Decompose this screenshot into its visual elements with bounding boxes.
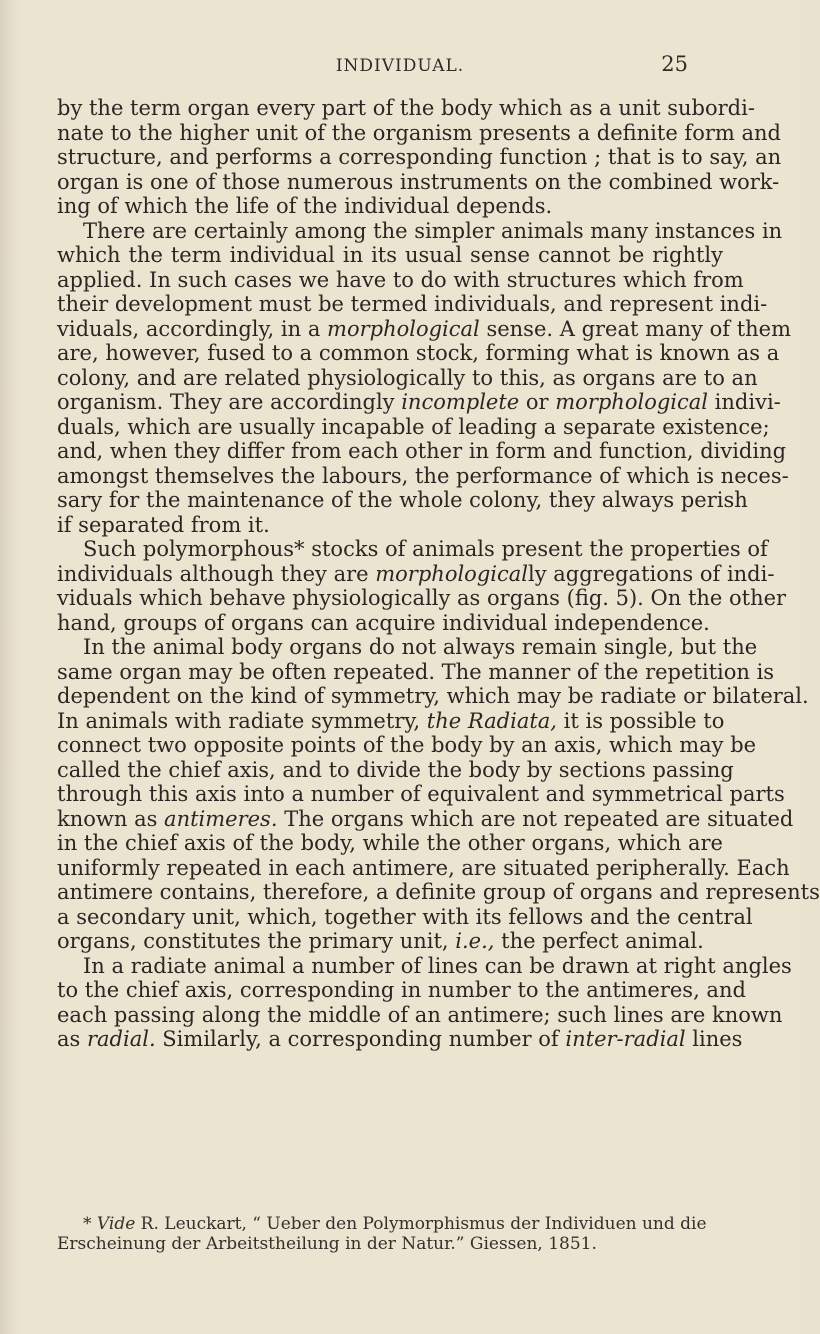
page-number: 25	[661, 52, 688, 76]
body-line: dependent on the kind of symmetry, which may be radiate or bilateral.	[57, 684, 809, 708]
body-line: which the term individual in its usual sense cannot be rightly	[57, 243, 723, 267]
body-text	[57, 96, 820, 1052]
body-line: called the chief axis, and to divide the body by sections passing	[57, 757, 734, 782]
body-line: In a radiate animal a number of lines can be drawn at right angles	[83, 953, 792, 978]
body-line: are, however, fused to a common stock, forming what is known as a	[57, 341, 780, 365]
running-head	[0, 52, 800, 80]
body-line: each passing along the middle of an antimere; such lines are known	[57, 1002, 783, 1027]
body-line: In the animal body organs do not always remain single, but the	[83, 635, 758, 659]
body-line: by the term organ every part of the body which as a unit subordi-	[57, 96, 755, 120]
page-gutter-shadow	[0, 0, 22, 1334]
body-line: in the chief axis of the body, while the other organs, which are	[57, 831, 723, 855]
body-line: organ is one of those numerous instruments on the combined work-	[57, 169, 780, 194]
body-line: duals, which are usually incapable of leading a separate existence;	[57, 414, 770, 439]
body-line: a secondary unit, which, together with its fellows and the central	[57, 904, 753, 929]
body-line: uniformly repeated in each antimere, are situated peripherally. Each	[57, 855, 790, 880]
body-line: amongst themselves the labours, the performance of which is neces-	[57, 463, 789, 488]
body-line: structure, and performs a corresponding function ; that is to say, an	[57, 145, 782, 169]
body-line: nate to the higher unit of the organism presents a definite form and	[57, 120, 781, 145]
running-title: INDIVIDUAL.	[335, 56, 465, 76]
body-line: colony, and are related physiologically to this, as organs are to an	[57, 365, 758, 390]
body-line: to the chief axis, corresponding in number to the antimeres, and	[57, 978, 746, 1002]
body-line: ing of which the life of the individual depends.	[57, 194, 553, 218]
body-line: as radial. Similarly, a corresponding number of inter-radial lines	[57, 1027, 743, 1051]
body-line: hand, groups of organs can acquire individual independence.	[57, 610, 710, 635]
body-line: sary for the maintenance of the whole colony, they always perish	[57, 488, 748, 512]
body-line: viduals which behave physiologically as organs (fig. 5). On the other	[57, 586, 787, 610]
body-line: their development must be termed individuals, and represent indi-	[57, 292, 768, 316]
body-line: and, when they differ from each other in form and function, dividing	[57, 439, 787, 463]
body-line: through this axis into a number of equivalent and symmetrical parts	[57, 782, 785, 806]
body-line: individuals although they are morphologically aggregations of indi-	[57, 561, 775, 586]
body-line: antimere contains, therefore, a definite group of organs and represents	[57, 880, 820, 904]
body-line: viduals, accordingly, in a morphological sense. A great many of them	[57, 316, 792, 341]
body-line: Such polymorphous* stocks of animals present the properties of	[83, 537, 768, 561]
body-line: same organ may be often repeated. The manner of the repetition is	[57, 659, 775, 684]
body-line: In animals with radiate symmetry, the Radiata, it is possible to	[57, 708, 725, 733]
body-line: applied. In such cases we have to do with structures which from	[57, 267, 744, 292]
body-line: organism. They are accordingly incomplete or morphological indivi-	[57, 390, 781, 414]
footnote-line: * Vide R. Leuckart, “ Ueber den Polymorphismus der Individuen und die	[83, 1214, 707, 1234]
body-line: organs, constitutes the primary unit, i.e., the perfect animal.	[57, 929, 704, 953]
body-line: There are certainly among the simpler animals many instances in	[83, 218, 783, 243]
body-line: connect two opposite points of the body by an axis, which may be	[57, 733, 757, 757]
body-line: known as antimeres. The organs which are not repeated are situated	[57, 806, 794, 831]
footnote	[57, 1214, 723, 1254]
body-line: if separated from it.	[57, 512, 270, 537]
footnote-line: Erscheinung der Arbeitstheilung in der Natur.” Giessen, 1851.	[57, 1234, 597, 1254]
